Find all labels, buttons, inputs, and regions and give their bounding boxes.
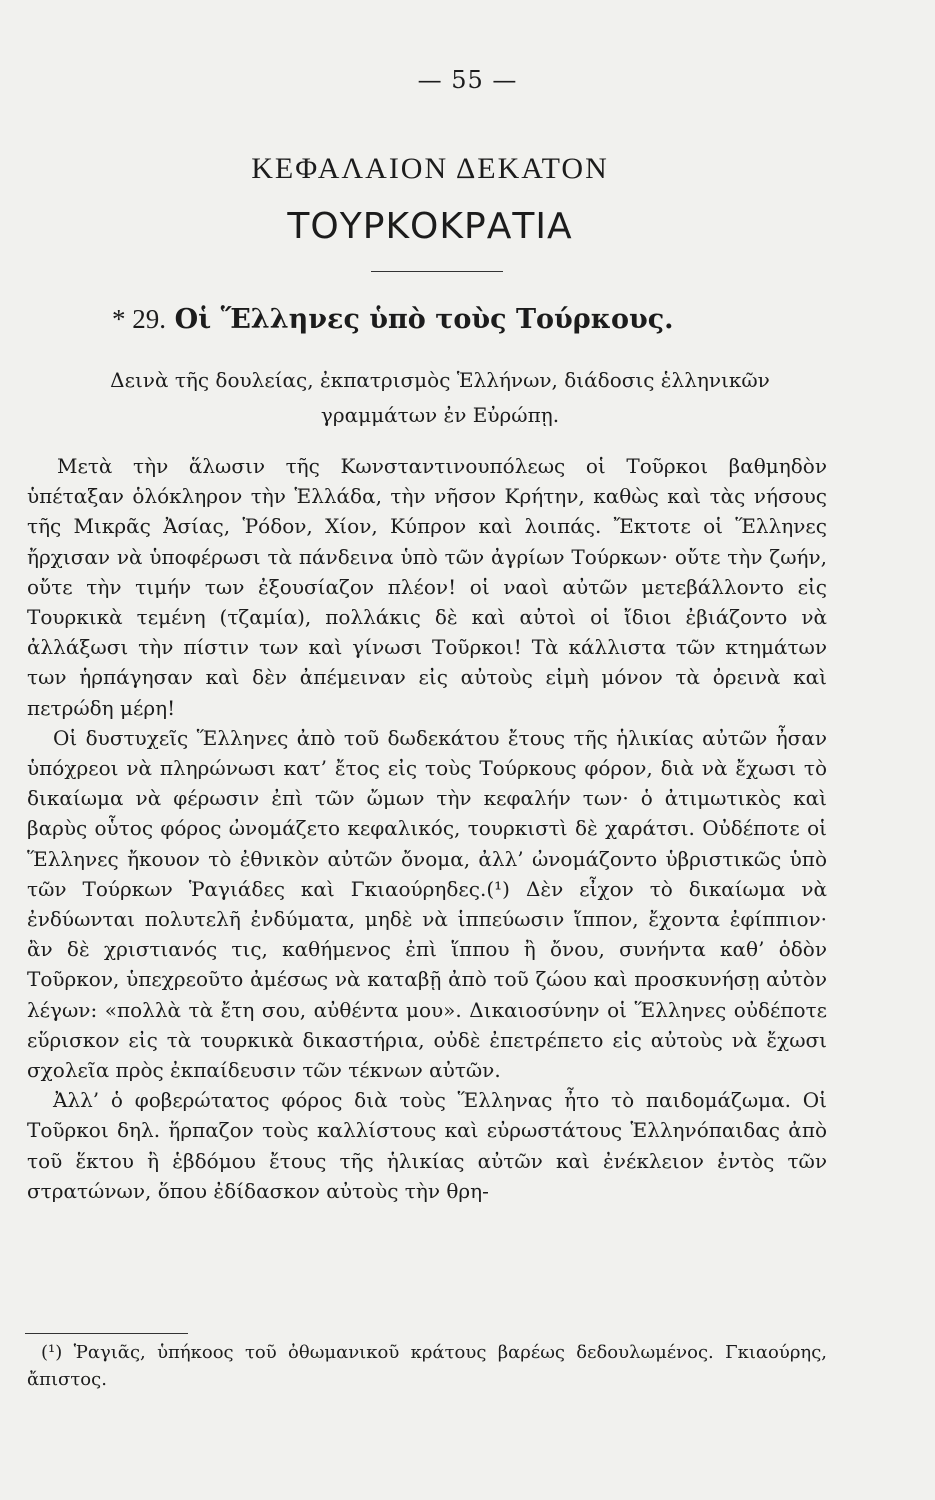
body-text bbox=[27, 451, 827, 1206]
paragraph: Ἀλλ’ ὁ φοβερώτατος φόρος διὰ τοὺς Ἕλληνας ἦτο τὸ παιδομάζωμα. Οἱ Τοῦρκοι δηλ. ἥρπαζον τοὺς καλλίστους καὶ εὐρωστάτους Ἑλληνόπαιδας ἀπὸ τοῦ ἕκτου ἢ ἑβδόμου ἔτους τῆς ἡλικίας αὐτῶν καὶ ἐνέκλειον ἐντὸς τῶν στρατώνων, ὅπου ἐδίδασκον αὐτοὺς τὴν θρη- bbox=[27, 1088, 827, 1203]
paragraph: Μετὰ τὴν ἅλωσιν τῆς Κωνσταντινουπόλεως οἱ Τοῦρκοι βαθμηδὸν ὑπέταξαν ὁλόκληρον τὴν Ἑλλάδα, τὴν νῆσον Κρήτην, καθὼς καὶ τὰς νήσους τῆς Μικρᾶς Ἀσίας, Ῥόδον, Χίον, Κύπρον καὶ λοιπάς. Ἔκτοτε οἱ Ἕλληνες ἤρχισαν νὰ ὑποφέρωσι τὰ πάνδεινα ὑπὸ τῶν ἀγρίων Τούρκων· οὔτε τὴν ζωήν, οὔτε τὴν τιμήν των ἐξουσίαζον πλέον! οἱ ναοὶ αὐτῶν μετεβάλλοντο εἰς Τουρκικὰ τεμένη (τζαμία), πολλάκις δὲ καὶ αὐτοὶ οἱ ἴδιοι ἐβιάζοντο νὰ ἀλλάξωσι τὴν πίστιν των καὶ γίνωσι Τοῦρκοι! Τὰ κάλλιστα τῶν κτημάτων των ἡρπάγησαν καὶ δὲν ἀπέμειναν εἰς αὐτοὺς εἰμὴ μόνον τὰ ὀρεινὰ καὶ πετρώδη μέρη! bbox=[27, 454, 827, 720]
footnote-divider bbox=[25, 1333, 188, 1334]
section-heading bbox=[112, 304, 832, 335]
section-title: Οἱ Ἕλληνες ὑπὸ τοὺς Τούρκους. bbox=[174, 304, 674, 335]
section-number: * 29. bbox=[112, 304, 166, 334]
title-divider bbox=[371, 271, 503, 272]
paragraph: Οἱ δυστυχεῖς Ἕλληνες ἀπὸ τοῦ δωδεκάτου ἔτους τῆς ἡλικίας αὐτῶν ἦσαν ὑπόχρεοι νὰ πληρώνωσι κατ’ ἔτος εἰς τοὺς Τούρκους φόρον, διὰ νὰ ἔχωσι τὸ δικαίωμα νὰ φέρωσιν ἐπὶ τῶν ὤμων τὴν κεφαλήν των· ὁ ἀτιμωτικὸς καὶ βαρὺς οὗτος φόρος ὠνομάζετο κεφαλικός, τουρκιστὶ δὲ χαράτσι. Οὐδέποτε οἱ Ἕλληνες ἤκουον τὸ ἐθνικὸν αὐτῶν ὄνομα, ἀλλ’ ὠνομάζοντο ὑβριστικῶς ὑπὸ τῶν Τούρκων Ῥαγιάδες καὶ Γκιαούρηδες.(¹) Δὲν εἶχον τὸ δικαίωμα νὰ ἐνδύωνται πολυτελῆ ἐνδύματα, μηδὲ νὰ ἱππεύωσιν ἵππον, ἔχοντα ἐφίππιον· ἂν δὲ χριστιανός τις, καθήμενος ἐπὶ ἵππου ἢ ὄνου, συνήντα καθ’ ὁδὸν Τοῦρκον, ὑπεχρεοῦτο ἀμέσως νὰ καταβῇ ἀπὸ τοῦ ζώου καὶ προσκυνήσῃ αὐτὸν λέγων: «πολλὰ τὰ ἔτη σου, αὐθέντα μου». Δικαιοσύνην οἱ Ἕλληνες οὐδέποτε εὕρισκον εἰς τὰ τουρκικὰ δικαστήρια, οὐδὲ ἐπετρέπετο εἰς αὐτοὺς νὰ ἔχωσι σχολεῖα πρὸς ἐκπαίδευσιν τῶν τέκνων αὐτῶν. bbox=[27, 725, 827, 1083]
chapter-label: ΚΕΦΑΛΑΙΟΝ ΔΕΚΑΤΟΝ bbox=[251, 152, 609, 185]
chapter-title: ΤΟΥΡΚΟΚΡΑΤΙΑ bbox=[287, 206, 573, 247]
page-number: — 55 — bbox=[417, 66, 518, 94]
footnote: (¹) Ῥαγιᾶς, ὑπήκοος τοῦ ὀθωμανικοῦ κράτους βαρέως δεδουλωμένος. Γκιαούρης, ἄπιστος. bbox=[27, 1342, 827, 1390]
section-summary: Δεινὰ τῆς δουλείας, ἐκπατρισμὸς Ἑλλήνων, διάδοσις ἑλληνικῶν γραμμάτων ἐν Εὐρώπῃ. bbox=[110, 368, 770, 427]
